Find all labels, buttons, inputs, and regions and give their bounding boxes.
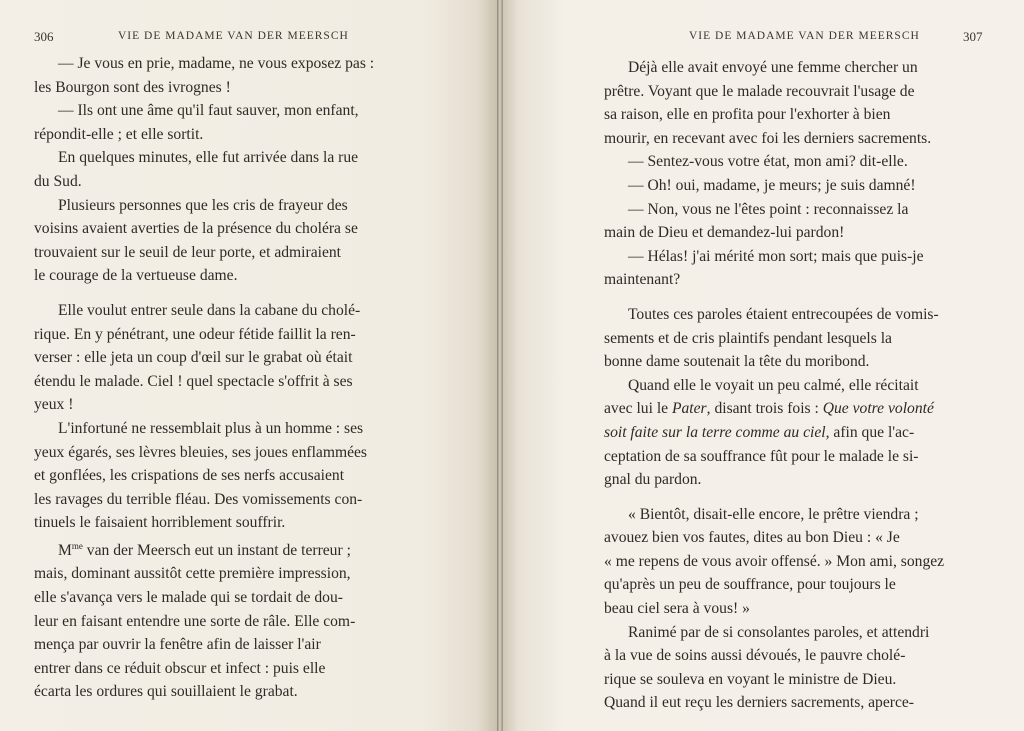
text-line: — Non, vous ne l'êtes point : reconnaissez la bbox=[628, 200, 909, 218]
text-line: — Je vous en prie, madame, ne vous exposez pas : bbox=[58, 55, 375, 72]
text-line: étendu le malade. Ciel ! quel spectacle s'offrit à ses bbox=[34, 372, 353, 390]
text-segment: , disant trois fois : bbox=[706, 400, 819, 418]
text-line: les Bourgon sont des ivrognes ! bbox=[34, 78, 231, 96]
right-page-body bbox=[604, 56, 986, 715]
text-line: sements et de cris plaintifs pendant lesquels la bbox=[604, 329, 892, 347]
text-line: gnal du pardon. bbox=[604, 471, 702, 489]
text-line: et gonflées, les crispations de ses nerfs accusaient bbox=[34, 467, 345, 485]
text-segment: avec lui le bbox=[604, 400, 669, 418]
left-page bbox=[0, 0, 497, 731]
text-line: Quand elle le voyait un peu calmé, elle récitait bbox=[628, 376, 919, 394]
text-line: verser : elle jeta un coup d'œil sur le grabat où était bbox=[34, 349, 353, 367]
text-line: « Bientôt, disait-elle encore, le prêtre viendra ; bbox=[628, 505, 919, 523]
text-line: Quand il eut reçu les derniers sacrements, aperce- bbox=[604, 694, 914, 712]
text-line: — Hélas! j'ai mérité mon sort; mais que puis-je bbox=[628, 247, 924, 265]
text-line: beau ciel sera à vous! » bbox=[604, 600, 750, 618]
text-line: leur en faisant entendre une sorte de râle. Elle com- bbox=[34, 612, 356, 630]
text-line: écarta les ordures qui souillaient le grabat. bbox=[34, 683, 298, 701]
mme-superscript: me bbox=[71, 540, 83, 551]
text-segment-italic: Pater bbox=[671, 400, 707, 418]
text-line: prêtre. Voyant que le malade recouvrait l'usage de bbox=[604, 82, 915, 100]
text-line: mourir, en recevant avec foi les derniers sacrements. bbox=[604, 129, 932, 147]
text-line-pater bbox=[604, 397, 986, 421]
text-line: tinuels le faisaient horriblement souffrir. bbox=[34, 514, 286, 532]
text-line-content: van der Meersch eut un instant de terreur ; bbox=[86, 541, 351, 559]
text-line: elle s'avança vers le malade qui se tordait de dou- bbox=[34, 589, 343, 607]
left-page-number: 306 bbox=[34, 29, 54, 44]
text-line: entrer dans ce réduit obscur et infect : puis elle bbox=[34, 659, 326, 677]
text-line: mença par ouvrir la fenêtre afin de laisser l'air bbox=[34, 636, 321, 654]
text-line: le courage de la vertueuse dame. bbox=[34, 267, 238, 285]
text-line: yeux ! bbox=[34, 396, 74, 414]
text-line: — Ils ont une âme qu'il faut sauver, mon enfant, bbox=[58, 102, 359, 120]
text-line: maintenant? bbox=[604, 271, 681, 289]
text-line: « me repens de vous avoir offensé. » Mon ami, songez bbox=[604, 552, 945, 570]
right-page-number: 307 bbox=[963, 29, 983, 44]
text-line: Plusieurs personnes que les cris de frayeur des bbox=[58, 196, 348, 214]
text-line: à la vue de soins aussi dévoués, le pauvre cholé- bbox=[604, 647, 906, 665]
text-line: avouez bien vos fautes, dites au bon Dieu : « Je bbox=[604, 529, 900, 547]
right-running-head: VIE DE MADAME VAN DER MEERSCH bbox=[689, 30, 920, 42]
text-line: les ravages du terrible fléau. Des vomissements con- bbox=[34, 490, 363, 508]
text-line: — Oh! oui, madame, je meurs; je suis damné! bbox=[628, 176, 916, 194]
text-line: Ranimé par de si consolantes paroles, et attendri bbox=[628, 623, 930, 641]
text-line: du Sud. bbox=[34, 172, 82, 190]
left-page-body bbox=[34, 52, 419, 704]
text-segment-italic: soit faite sur la terre comme au ciel, bbox=[604, 423, 830, 441]
text-line: L'infortuné ne ressemblait plus à un homme : ses bbox=[58, 419, 364, 437]
text-line: Elle voulut entrer seule dans la cabane du cholé- bbox=[58, 301, 361, 319]
text-line: répondit-elle ; et elle sortit. bbox=[34, 125, 204, 143]
text-line: Toutes ces paroles étaient entrecoupées de vomis- bbox=[628, 305, 939, 323]
text-line: main de Dieu et demandez-lui pardon! bbox=[604, 224, 845, 242]
text-line: En quelques minutes, elle fut arrivée dans la rue bbox=[58, 149, 359, 167]
text-line: sa raison, elle en profita pour l'exhorter à bien bbox=[604, 106, 891, 124]
text-segment: afin que l'ac- bbox=[833, 423, 915, 441]
left-running-head: VIE DE MADAME VAN DER MEERSCH bbox=[118, 30, 349, 42]
text-line: ceptation de sa souffrance fût pour le malade le si- bbox=[604, 447, 919, 465]
text-line: voisins avaient averties de la présence du choléra se bbox=[34, 220, 358, 238]
text-line: bonne dame soutenait la tête du moribond. bbox=[604, 353, 870, 371]
text-line: rique. En y pénétrant, une odeur fétide faillit la ren- bbox=[34, 325, 356, 343]
text-line: trouvaient sur le seuil de leur porte, et admiraient bbox=[34, 243, 342, 261]
text-line-prayer bbox=[604, 421, 986, 445]
text-line: qu'après un peu de souffrance, pour toujours le bbox=[604, 576, 896, 594]
mme-abbrev: M bbox=[58, 541, 72, 559]
text-segment-italic: Que votre volonté bbox=[822, 400, 934, 418]
text-line: rique se souleva en voyant le ministre de Dieu. bbox=[604, 670, 897, 688]
text-line: Déjà elle avait envoyé une femme chercher un bbox=[628, 59, 918, 76]
text-line: yeux égarés, ses lèvres bleuies, ses joues enflammées bbox=[34, 443, 367, 461]
text-line-mme bbox=[34, 535, 419, 563]
text-line: — Sentez-vous votre état, mon ami? dit-elle. bbox=[628, 153, 908, 171]
text-line: mais, dominant aussitôt cette première impression, bbox=[34, 565, 351, 583]
